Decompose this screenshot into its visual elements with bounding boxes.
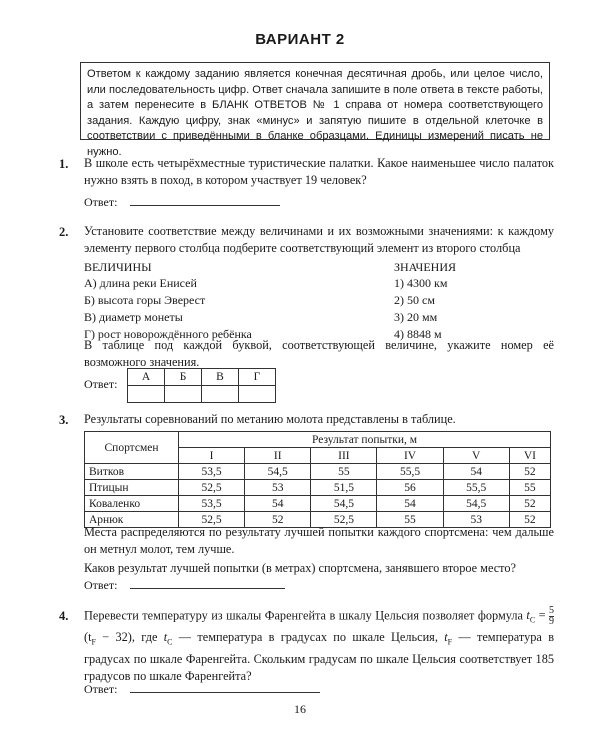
result-cell: 51,5 (311, 480, 377, 496)
result-cell: 52 (509, 512, 550, 528)
task-3-text: Результаты соревнований по метанию молота представлены в таблице. (84, 412, 456, 426)
result-cell: 54,5 (311, 496, 377, 512)
quantity-item: В) диаметр монеты (84, 310, 183, 324)
task-4-answer (84, 682, 320, 697)
result-cell: 55,5 (377, 464, 443, 480)
page-number: 16 (294, 702, 306, 716)
result-header: Результат попытки, м (179, 432, 551, 448)
answer-label: Ответ: (84, 578, 118, 592)
variant-title: ВАРИАНТ 2 (255, 31, 345, 48)
result-cell: 52 (509, 464, 550, 480)
result-cell: 52,5 (179, 512, 245, 528)
task-1-answer (84, 195, 280, 210)
attempt-header: II (245, 448, 311, 464)
answer-cell[interactable] (128, 386, 165, 403)
letter-cell: Г (239, 369, 276, 386)
task-1-answer-field[interactable] (130, 195, 280, 206)
result-cell: 52,5 (311, 512, 377, 528)
quantity-item: Б) высота горы Эверест (84, 293, 206, 307)
values-header: ЗНАЧЕНИЯ (394, 260, 456, 274)
result-cell: 52,5 (179, 480, 245, 496)
result-cell: 55,5 (443, 480, 509, 496)
answer-cell[interactable] (202, 386, 239, 403)
task-2-note: В таблице под каждой буквой, соответствующей величине, укажите номер её возможного значения. (84, 338, 554, 369)
athlete-header: Спортсмен (85, 432, 179, 464)
result-cell: 54 (443, 464, 509, 480)
athlete-name: Витков (85, 464, 179, 480)
task-3-answer (84, 578, 285, 593)
value-item: 4) 8848 м (394, 327, 442, 341)
task-1-number: 1. (59, 157, 69, 171)
result-cell: 54,5 (443, 496, 509, 512)
task-3-rules: Места распределяются по результату лучшей попытки каждого спортсмена: чем дальше он метнул молот, тем лучше. (84, 525, 554, 556)
task-4-text: Перевести температуру из шкалы Фаренгейта в шкалу Цельсия позволяет формула $t_C$ = $\frac{5}{9}$ $(t_F - 32)$, где $t_C$ — температура в градусах по шкале Цельсия, $t_F$ — температура в градусах по шкале Фаренгейта. Скольким градусам по шкале Цельсия соответствует 185 градусов по шкале Фаренгейта? (84, 605, 554, 683)
athlete-name: Коваленко (85, 496, 179, 512)
letter-cell: В (202, 369, 239, 386)
answer-label: Ответ: (84, 195, 118, 209)
task-1-text: В школе есть четырёхместные туристические палатки. Какое наименьшее число палаток нужно взять в поход, в котором участвует 19 человек? (84, 156, 554, 187)
task-4-number: 4. (59, 609, 69, 623)
value-item: 2) 50 см (394, 293, 435, 307)
letter-cell: Б (165, 369, 202, 386)
answer-cell[interactable] (165, 386, 202, 403)
task-4-intro: Перевести температуру из шкалы Фаренгейта в шкалу Цельсия позволяет формула (84, 608, 523, 623)
result-cell: 55 (311, 464, 377, 480)
attempt-header: I (179, 448, 245, 464)
results-table (84, 431, 551, 528)
attempt-header: III (311, 448, 377, 464)
result-cell: 55 (377, 512, 443, 528)
athlete-name: Арнюк (85, 512, 179, 528)
athlete-name: Птицын (85, 480, 179, 496)
result-cell: 53 (443, 512, 509, 528)
result-cell: 52 (245, 512, 311, 528)
letter-cell: А (128, 369, 165, 386)
result-cell: 52 (509, 496, 550, 512)
result-cell: 55 (509, 480, 550, 496)
quantity-item: А) длина реки Енисей (84, 276, 197, 290)
result-cell: 54 (245, 496, 311, 512)
result-cell: 56 (377, 480, 443, 496)
attempt-header: V (443, 448, 509, 464)
instructions-box: Ответом к каждому заданию является конечная десятичная дробь, или целое число, или последовательность цифр. Ответ сначала запишите в поле ответа в тексте работы, а затем перенесите в БЛАНК ОТВЕТОВ № 1 справа от номера соответствующего задания. Каждую цифру, знак «минус» и запятую пишите в отдельной клеточке в соответствии с приведёнными в бланке образцами. Единицы измерений писать не нужно. (80, 62, 550, 140)
formula: $t_C$ = $\frac{5}{9}$ $(t_F - 32)$ (84, 605, 554, 647)
table-row (85, 496, 551, 512)
task-4-answer-field[interactable] (130, 682, 320, 693)
value-item: 1) 4300 км (394, 276, 448, 290)
quantities-header: ВЕЛИЧИНЫ (84, 260, 152, 274)
task-2-text: Установите соответствие между величинами и их возможными значениями: к каждому элементу первого столбца подберите соответствующий элемент из второго столбца (84, 224, 554, 255)
result-cell: 54,5 (245, 464, 311, 480)
task-2-number: 2. (59, 225, 69, 239)
attempt-header: VI (509, 448, 550, 464)
quantity-item: Г) рост новорождённого ребёнка (84, 327, 252, 341)
task-3-question: Каков результат лучшей попытки (в метрах) спортсмена, занявшего второе место? (84, 561, 517, 575)
answer-cell[interactable] (239, 386, 276, 403)
result-cell: 53 (245, 480, 311, 496)
table-row (85, 464, 551, 480)
table-row (85, 480, 551, 496)
task-2-answer-label: Ответ: (84, 377, 118, 391)
value-item: 3) 20 мм (394, 310, 438, 324)
result-cell: 53,5 (179, 464, 245, 480)
result-cell: 54 (377, 496, 443, 512)
task-3-number: 3. (59, 413, 69, 427)
task-3-answer-field[interactable] (130, 578, 285, 589)
answer-label: Ответ: (84, 682, 118, 696)
fraction: $\frac{5}{9}$ (549, 605, 554, 627)
attempt-header: IV (377, 448, 443, 464)
answer-letter-table (127, 368, 276, 403)
result-cell: 53,5 (179, 496, 245, 512)
